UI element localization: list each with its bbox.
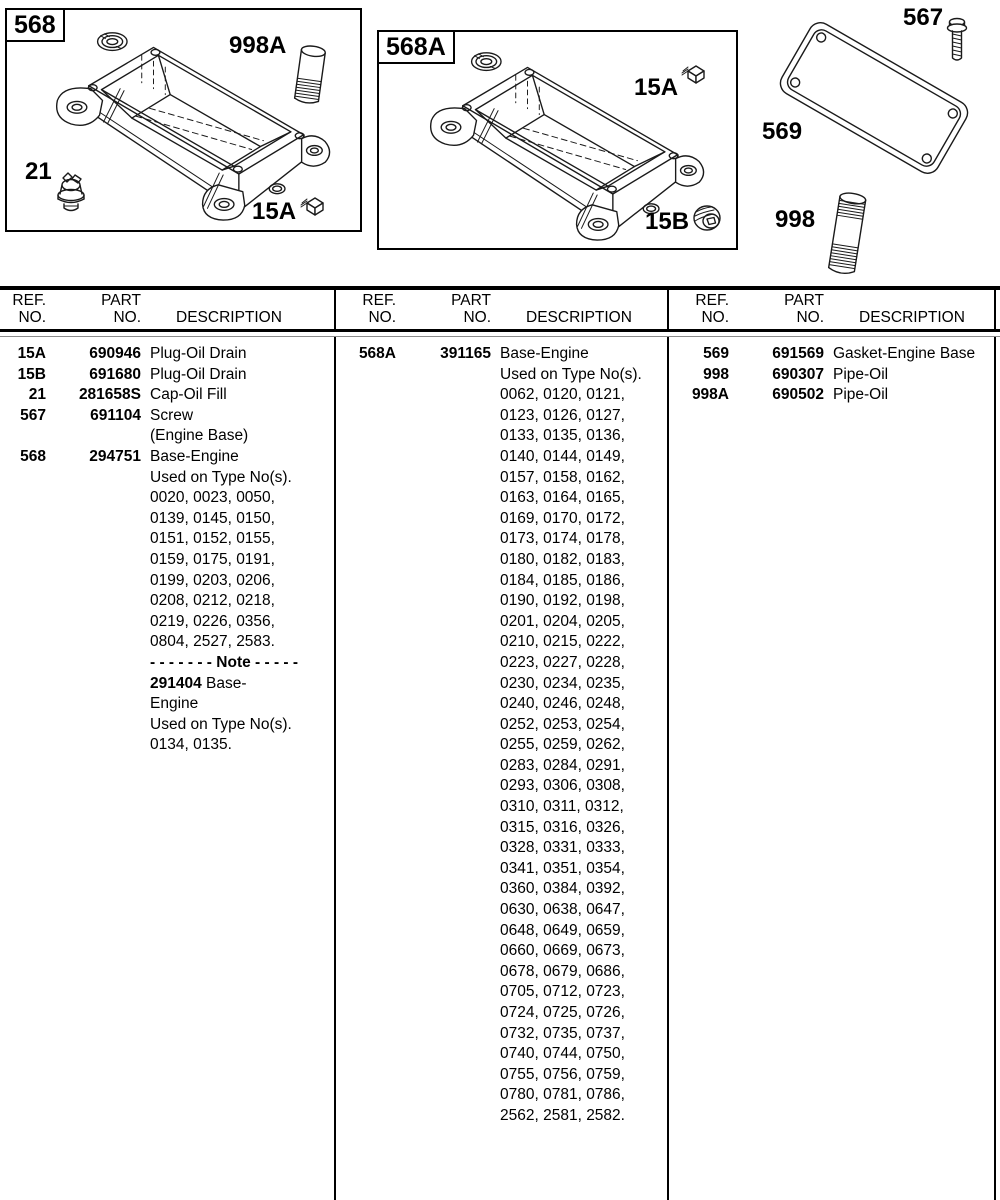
callout-21: 21: [25, 158, 52, 185]
part-no: 690307: [772, 365, 824, 383]
part-no-header: PART: [101, 292, 141, 309]
description: [150, 447, 334, 756]
ref-no: 567: [20, 406, 46, 424]
description-line: 0755, 0756, 0759,: [500, 1065, 625, 1083]
description-line: - - - - - - - Note - - - - -: [150, 653, 299, 671]
description-line: 0210, 0215, 0222,: [500, 633, 625, 651]
description: [833, 365, 994, 386]
pipe-998-icon: [820, 190, 874, 282]
description-header: DESCRIPTION: [859, 308, 965, 326]
pipe-998a-icon: [287, 42, 333, 108]
ref-no: 15A: [17, 345, 46, 362]
description-line: 0724, 0725, 0726,: [500, 1004, 625, 1021]
panel-568: [5, 8, 362, 232]
description-line: 0252, 0253, 0254,: [500, 715, 625, 733]
description: [833, 385, 994, 406]
callout-569: 569: [762, 118, 803, 145]
description-line: 0648, 0649, 0659,: [500, 921, 625, 939]
plug-15a-icon: [679, 62, 707, 88]
part-no: 281658S: [78, 386, 141, 404]
ref-no-header: REF.: [362, 292, 396, 309]
table-header-col1: REF. NO. PART NO. DESCRIPTION: [0, 290, 336, 329]
plug-15a-icon: [298, 194, 326, 220]
plug-15b-icon: [691, 202, 725, 236]
description-line: 0328, 0331, 0333,: [500, 839, 625, 857]
ref-no: 15B: [17, 365, 46, 383]
table-column-1: [0, 337, 336, 1200]
description-line: 0341, 0351, 0354,: [500, 859, 625, 877]
table-header-row: [0, 290, 1000, 329]
panel-568a: [377, 30, 738, 250]
ref-no-header: REF.: [12, 292, 46, 309]
description-line: 0133, 0135, 0136,: [500, 427, 625, 445]
ref-no: 21: [28, 386, 46, 404]
description-line: 0705, 0712, 0723,: [500, 983, 625, 1001]
diagram-area: [0, 0, 1000, 286]
description-line: 0190, 0192, 0198,: [500, 592, 625, 610]
description-line: 0678, 0679, 0686,: [500, 962, 625, 980]
description-line: 0020, 0023, 0050,: [150, 489, 275, 507]
panel-568a-label: 568A: [377, 30, 455, 64]
description-line: 0140, 0144, 0149,: [500, 447, 625, 465]
description: [150, 406, 334, 447]
part-no: 691680: [89, 365, 141, 383]
callout-998a: 998A: [229, 32, 287, 59]
description-line: 0199, 0203, 0206,: [150, 571, 275, 589]
description-line: Gasket-Engine Base: [833, 345, 976, 362]
description-line: 0159, 0175, 0191,: [150, 550, 275, 568]
description-line: Cap-Oil Fill: [150, 386, 227, 404]
description-line: 0780, 0781, 0786,: [500, 1086, 625, 1104]
table-body: [0, 337, 1000, 1200]
description-line: 0184, 0185, 0186,: [500, 571, 625, 589]
description-line: 0315, 0316, 0326,: [500, 818, 625, 836]
description-line: Plug-Oil Drain: [150, 345, 247, 362]
description-line: 0804, 2527, 2583.: [150, 633, 275, 651]
description-line: 291404 Base-: [150, 674, 247, 692]
description-line: Pipe-Oil: [833, 365, 889, 383]
ref-no: 998A: [691, 386, 729, 404]
description-line: 0139, 0145, 0150,: [150, 509, 275, 527]
ref-no-header: REF.: [695, 292, 729, 309]
oil-fill-cap-icon: [51, 170, 93, 214]
description-line: 0660, 0669, 0673,: [500, 942, 625, 960]
description-header: DESCRIPTION: [526, 308, 632, 326]
description-line: Used on Type No(s).: [150, 468, 292, 486]
ref-no: 568: [20, 447, 46, 465]
part-no-header: PART: [784, 292, 824, 309]
description-line: 0123, 0126, 0127,: [500, 406, 625, 424]
table-column-3: [669, 337, 996, 1200]
part-no: 691104: [90, 406, 141, 424]
description-line: Engine: [150, 695, 199, 713]
description-line: 0240, 0246, 0248,: [500, 695, 625, 713]
description-line: 0732, 0735, 0737,: [500, 1024, 625, 1042]
description-line: 0180, 0182, 0183,: [500, 550, 625, 568]
description-line: 0201, 0204, 0205,: [500, 612, 625, 630]
ref-no: 568A: [358, 345, 396, 362]
description: [150, 385, 334, 406]
description-line: 0163, 0164, 0165,: [500, 489, 625, 507]
description-line: 0151, 0152, 0155,: [150, 530, 275, 548]
description-line: 0255, 0259, 0262,: [500, 736, 625, 754]
table-header-col2: REF. NO. PART NO. DESCRIPTION: [336, 290, 669, 329]
description-line: 0283, 0284, 0291,: [500, 756, 625, 774]
ref-no: 569: [703, 345, 729, 362]
callout-15a: 15A: [252, 198, 297, 225]
description: [150, 365, 334, 386]
description-line: 0169, 0170, 0172,: [500, 509, 625, 527]
part-no: 690946: [89, 345, 141, 362]
description-line: Screw: [150, 406, 194, 424]
parts-table: [0, 286, 1000, 1200]
table-column-2: [336, 337, 669, 1200]
description-line: 0310, 0311, 0312,: [500, 798, 624, 816]
description-line: Pipe-Oil: [833, 386, 889, 404]
part-no: 690502: [772, 386, 824, 404]
description-line: Base-Engine: [150, 447, 239, 465]
table-header-col3: REF. NO. PART NO. DESCRIPTION: [669, 290, 996, 329]
description-line: 0223, 0227, 0228,: [500, 653, 625, 671]
description-line: 0360, 0384, 0392,: [500, 880, 625, 898]
description-line: 0173, 0174, 0178,: [500, 530, 625, 548]
description-line: 0230, 0234, 0235,: [500, 674, 625, 692]
ref-no: 998: [703, 365, 729, 383]
description-line: 0208, 0212, 0218,: [150, 592, 275, 610]
description-line: 0134, 0135.: [150, 736, 232, 754]
description-line: 2562, 2581, 2582.: [500, 1106, 625, 1124]
description-line: 0219, 0226, 0356,: [150, 612, 275, 630]
panel-568-label: 568: [5, 8, 65, 42]
part-no: 391165: [440, 345, 491, 362]
part-no: 691569: [772, 345, 824, 362]
description: [150, 344, 334, 365]
description-header: DESCRIPTION: [176, 308, 282, 326]
callout-998: 998: [775, 206, 816, 233]
description-line: Base-Engine: [500, 345, 589, 362]
callout-15a: 15A: [634, 74, 679, 101]
description-line: Used on Type No(s).: [500, 365, 642, 383]
description-line: 0157, 0158, 0162,: [500, 468, 625, 486]
description-line: Used on Type No(s).: [150, 715, 292, 733]
description-line: 0740, 0744, 0750,: [500, 1045, 625, 1063]
description: [500, 344, 667, 1127]
callout-567: 567: [903, 4, 944, 31]
gasket-569-icon: [754, 18, 994, 178]
part-no: 294751: [89, 447, 141, 465]
description-line: 0630, 0638, 0647,: [500, 901, 625, 919]
table-header-rule: [0, 329, 1000, 332]
description: [833, 344, 994, 365]
description-line: 0293, 0306, 0308,: [500, 777, 625, 795]
callout-15b: 15B: [645, 208, 690, 235]
description-line: (Engine Base): [150, 427, 249, 445]
part-no-header: PART: [451, 292, 491, 309]
description-line: 0062, 0120, 0121,: [500, 386, 625, 404]
description-line: Plug-Oil Drain: [150, 365, 247, 383]
